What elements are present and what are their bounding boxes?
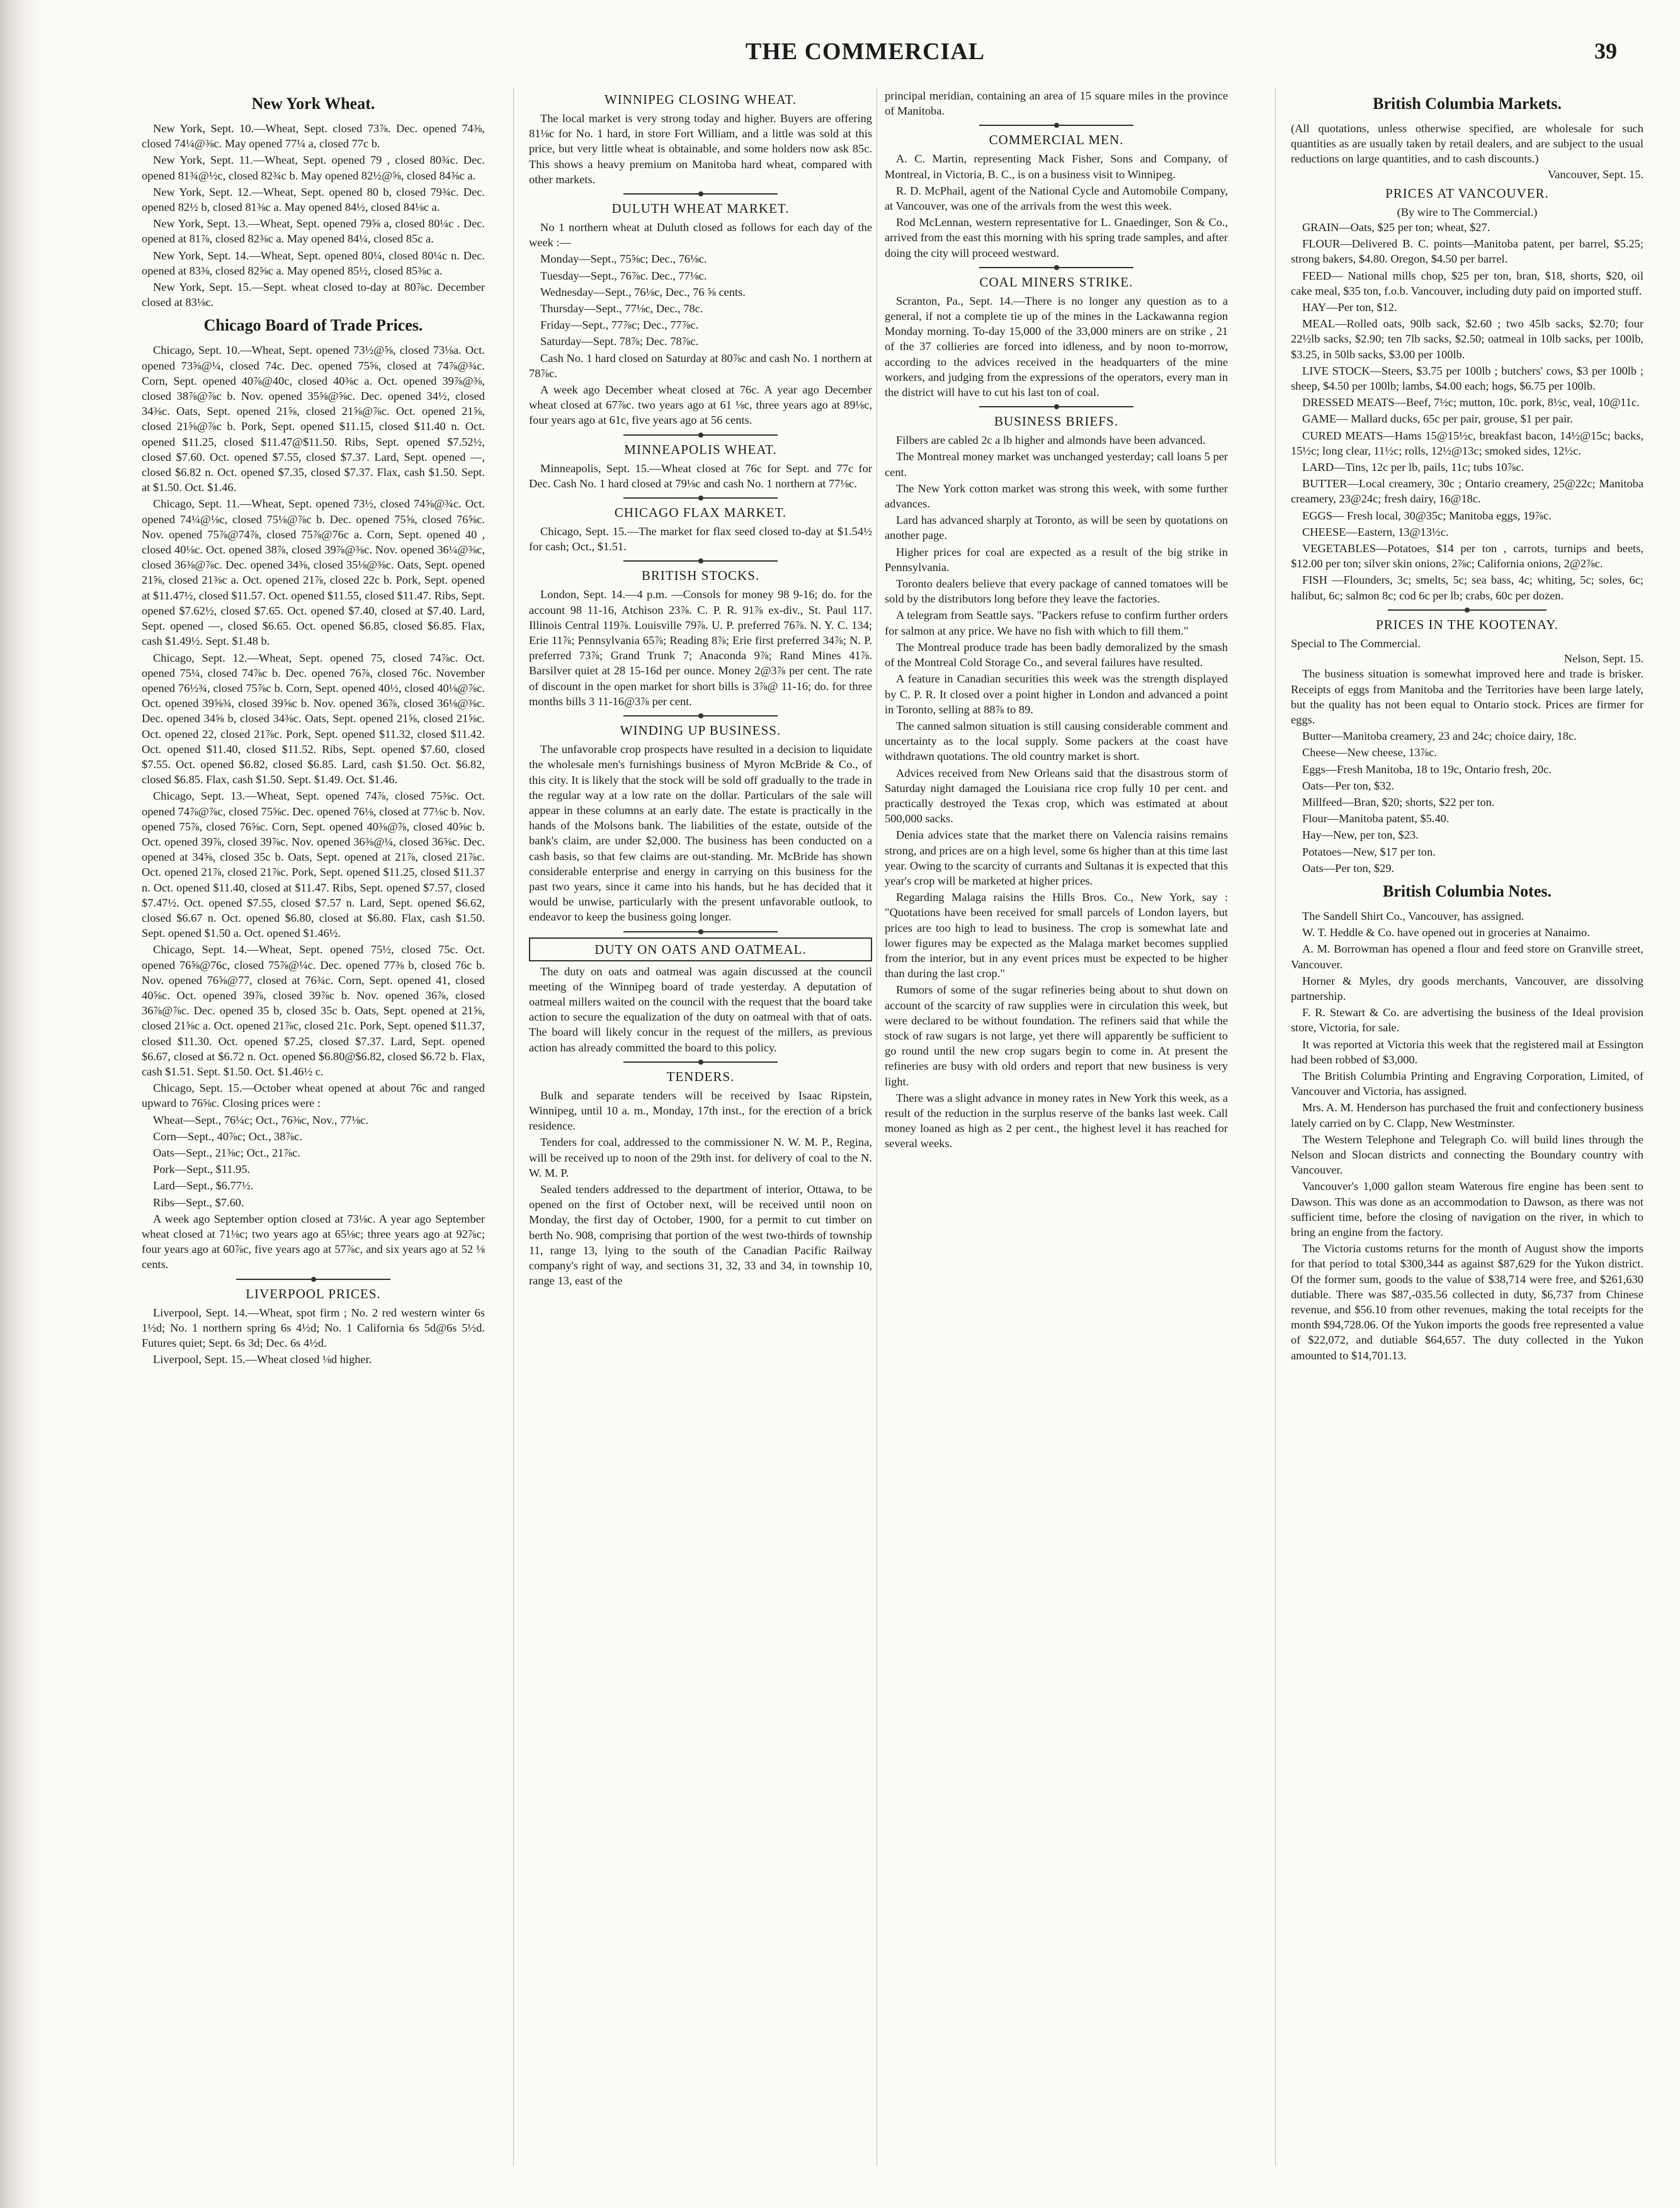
paragraph: Chicago, Sept. 15.—October wheat opened at about 76c and ranged upward to 76⅝c. Closing prices were : <box>142 1082 485 1110</box>
price-line: CURED MEATS—Hams 15@15½c, breakfast bacon, 14½@15c; backs, 15½c; long clear, 11½c; rolls, 12½@13c; smoked sides, 12½c. <box>1291 429 1643 457</box>
headline-new-york-wheat: New York Wheat. <box>251 94 375 113</box>
paragraph: Chicago, Sept. 11.—Wheat, Sept. opened 73½, closed 74⅝@¾c. Oct. opened 74¼@⅛c, closed 75⅛@⅞c b. Dec. opened 75⅝, closed 76⅝c. Nov. opened 75⅞@74⅞, closed 75⅞@76c a. Corn, Sept. opened 40 , closed 40⅛c. Oct. opened 38⅞, closed 39⅞@⅜c. Nov. opened 36¼@⅜c, closed 36⅜@⅞c. Dec. opened 34⅜, closed 35⅛@⅜c. Oats, Sept. opened 21⅝, closed 21⅜c a. Oct. opened 21⅞, closed 22c b. Pork, Sept. opened at $11.47½, closed $11.57. Oct. opened $11.55, closed $11.47. Ribs, Sept. opened $7.62½, closed $7.65. Oct. opened $7.40, closed at $7.40. Lard, Sept. opened —, closed $6.65. Oct. opened $6.85, closed $6.85. Flax, cash $1.49½. Sept. $1.48 b. <box>142 497 485 648</box>
price-line: VEGETABLES—Potatoes, $14 per ton , carrots, turnips and beets, $12.00 per ton; silver skin onions, 2⅞c; California onions, 2@2⅞c. <box>1291 542 1643 570</box>
headline-duluth-wheat-market: DULUTH WHEAT MARKET. <box>611 201 790 217</box>
paragraph: Regarding Malaga raisins the Hills Bros. Co., New York, say : "Quotations have been received for small parcels of London layers, but prices are too high to lead to business. The crop is somewhat late and lower figures may be expected as the Malaga market becomes supplied from the interior, but in any event prices must be expected to be higher than during the last crop." <box>885 891 1228 980</box>
headline-coal-miners-strike: COAL MINERS STRIKE. <box>979 274 1133 290</box>
price-line: CHEESE—Eastern, 13@13½c. <box>1302 525 1449 538</box>
paragraph: W. T. Heddle & Co. have opened out in groceries at Nanaimo. <box>1302 926 1590 939</box>
paragraph: The British Columbia Printing and Engraving Corporation, Limited, of Vancouver and Victoria, has assigned. <box>1291 1069 1643 1098</box>
price-line: MEAL—Rolled oats, 90lb sack, $2.60 ; two 45lb sacks, $2.70; four 22½lb sacks, $2.90; ten 7lb sacks, $2.50; oatmeal in 10lb sacks, per 100lb, $3.25, in 50lb sacks, $3.00 per 100lb. <box>1291 317 1643 361</box>
column-rule <box>513 88 514 2166</box>
paragraph: Cash No. 1 hard closed on Saturday at 80⅞c and cash No. 1 northern at 78⅞c. <box>529 351 872 380</box>
price-line: LIVE STOCK—Steers, $3.75 per 100lb ; butchers' cows, $3 per 100lb ; sheep, $4.50 per 100lb; lambs, $4.00 each; hogs, $6.75 per 100lb. <box>1291 364 1643 393</box>
paragraph: Filbers are cabled 2c a lb higher and almonds have been advanced. <box>896 434 1206 447</box>
paragraph: Higher prices for coal are expected as a result of the big strike in Pennsylvania. <box>885 545 1228 574</box>
price-line: Millfeed—Bran, $20; shorts, $22 per ton. <box>1302 795 1495 808</box>
headline-commercial-men: COMMERCIAL MEN. <box>989 132 1124 148</box>
price-line: Lard—Sept., $6.77½. <box>153 1179 254 1192</box>
section-separator <box>623 560 778 562</box>
dateline: Nelson, Sept. 15. <box>1564 652 1643 665</box>
price-line: Friday—Sept., 77⅞c; Dec., 77⅞c. <box>540 319 699 332</box>
headline-british-columbia-markets: British Columbia Markets. <box>1373 94 1562 113</box>
paragraph: London, Sept. 14.—4 p.m. —Consols for money 98 9-16; do. for the account 98 11-16, Atchison 23⅞. C. P. R. 91⅞ ex-div., St. Paul 117. Illinois Central 119⅞. Louisville 79⅞. U. P. preferred 76⅞. N. Y. C. 134; Erie 11⅞; Pennsylvania 65⅞; Reading 8⅞; Erie first preferred 34⅞; N. P. preferred 73⅞; Grand Trunk 7; Anaconda 9⅞; Rand Mines 41⅞. Barsilver quiet at 28 15-16d per ounce. Money 2@3⅞ per cent. The rate of discount in the open market for short bills is 3⅞@ 11-16; do. for three months bills 3 11-16@3⅞ per cent. <box>529 588 872 708</box>
paragraph: Rod McLennan, western representative for L. Gnaedinger, Son & Co., arrived from the east this morning with his spring trade samples, and after doing the city will proceed westward. <box>885 216 1228 259</box>
price-line: Oats—Per ton, $32. <box>1302 779 1395 792</box>
paragraph: A week ago September option closed at 73⅛c. A year ago September wheat closed at 71⅛c; two years ago at 65⅛c; three years ago at 92⅞c; four years ago at 60⅞c, five years ago at 57⅞c, and six years ago at 52 ⅛ cents. <box>142 1212 485 1271</box>
price-line: Pork—Sept., $11.95. <box>153 1163 251 1176</box>
price-line: GAME— Mallard ducks, 65c per pair, grouse, $1 per pair. <box>1302 412 1573 426</box>
paragraph: Chicago, Sept. 15.—The market for flax seed closed to-day at $1.54½ for cash; Oct., $1.51. <box>529 525 872 553</box>
subheading: (By wire to The Commercial.) <box>1397 205 1538 218</box>
paragraph: The Western Telephone and Telegraph Co. will build lines through the Nelson and Slocan districts and connecting the Boundary country with Vancouver. <box>1291 1133 1643 1177</box>
page-binding-edge <box>0 0 44 2208</box>
price-line: FISH —Flounders, 3c; smelts, 5c; sea bass, 4c; whiting, 5c; soles, 6c; halibut, 6c; salmon 8c; cod 6c per lb; crabs, 60c per dozen. <box>1291 574 1643 602</box>
paragraph: The business situation is somewhat improved here and trade is brisker. Receipts of eggs from Manitoba and the Territories have been large lately, but the quality has not been equal to Ontario stock. Prices are firmer for eggs. <box>1291 667 1643 726</box>
subheading: Special to The Commercial. <box>1291 637 1421 650</box>
paragraph: The local market is very strong today and higher. Buyers are offering 81⅛c for No. 1 hard, in store Fort William, and a little was sold at this price, but very little wheat is obtainable, and some holders now ask 85c. This shows a heavy premium on Manitoba hard wheat, compared with other markets. <box>529 112 872 186</box>
price-line: Cheese—New cheese, 13⅞c. <box>1302 746 1437 759</box>
column-2 <box>529 88 872 2172</box>
paragraph: Denia advices state that the market there on Valencia raisins remains strong, and prices are on a high level, some 6s higher than at this time last year. Owing to the scarcity of currants and Sultanas it is expected that this year's crop will be marketed at higher prices. <box>885 829 1228 887</box>
section-separator <box>236 1279 390 1280</box>
price-line: EGGS— Fresh local, 30@35c; Manitoba eggs, 19⅞c. <box>1302 509 1552 522</box>
paragraph: New York, Sept. 13.—Wheat, Sept. opened 79⅝ a, closed 80¼c . Dec. opened at 81⅞, closed 82⅜c a. May opened 84¼, closed 85c a. <box>142 217 485 246</box>
price-line: Wednesday—Sept., 76⅛c, Dec., 76 ⅝ cents. <box>540 285 746 298</box>
paragraph: It was reported at Victoria this week that the registered mail at Essington had been robbed of $3,000. <box>1291 1038 1643 1066</box>
paragraph: A. C. Martin, representing Mack Fisher, Sons and Company, of Montreal, in Victoria, B. C., is on a business visit to Winnipeg. <box>885 152 1228 181</box>
paragraph-continued: principal meridian, containing an area of 15 square miles in the province of Manitoba. <box>885 89 1228 118</box>
price-line: HAY—Per ton, $12. <box>1302 301 1397 314</box>
price-line: Oats—Per ton, $29. <box>1302 861 1395 875</box>
price-line: GRAIN—Oats, $25 per ton; wheat, $27. <box>1302 221 1490 234</box>
paragraph: Liverpool, Sept. 14.—Wheat, spot firm ; No. 2 red western winter 6s 1½d; No. 1 northern spring 6s 4½d; No. 1 California 6s 5d@6s 5½d. Futures quiet; Sept. 6s 3d; Dec. 6s 4½d. <box>142 1306 485 1350</box>
column-4 <box>1291 88 1643 2172</box>
paragraph: Tenders for coal, addressed to the commissioner N. W. M. P., Regina, will be received up to noon of the 29th inst. for delivery of coal to the N. W. M. P. <box>529 1136 872 1179</box>
price-line: Tuesday—Sept., 76⅞c. Dec., 77⅛c. <box>540 269 707 282</box>
headline-chicago-board-of-trade: Chicago Board of Trade Prices. <box>203 316 423 335</box>
section-separator <box>623 434 778 436</box>
paragraph: A. M. Borrowman has opened a flour and feed store on Granville street, Vancouver. <box>1291 943 1643 971</box>
page-number: 39 <box>1594 38 1617 64</box>
price-line: FLOUR—Delivered B. C. points—Manitoba patent, per barrel, $5.25; strong bakers, $4.80. Oregon, $4.50 per barrel. <box>1291 237 1643 266</box>
headline-british-columbia-notes: British Columbia Notes. <box>1383 881 1552 900</box>
headline-tenders: TENDERS. <box>666 1068 735 1084</box>
section-separator <box>623 931 778 932</box>
price-line: Eggs—Fresh Manitoba, 18 to 19c, Ontario fresh, 20c. <box>1302 762 1552 776</box>
paragraph: A week ago December wheat closed at 76c. A year ago December wheat closed at 67⅞c. two years ago at 61 ⅛c, three years ago at 89⅛c, four years ago at 61c, five years ago at 56 cents. <box>529 383 872 427</box>
price-line: BUTTER—Local creamery, 30c ; Ontario creamery, 25@22c; Manitoba creamery, 23@24c; fresh dairy, 16@18c. <box>1291 477 1643 506</box>
headline-duty-on-oats: DUTY ON OATS AND OATMEAL. <box>529 937 872 961</box>
paragraph: R. D. McPhail, agent of the National Cycle and Automobile Company, at Vancouver, was one of the arrivals from the west this week. <box>885 184 1228 213</box>
paragraph: Chicago, Sept. 12.—Wheat, Sept. opened 75, closed 74⅞c. Oct. opened 75¼, closed 74⅞c b. Dec. opened 76⅞, closed 76c. November opened 76½¾, closed 75⅞c b. Corn, Sept. opened 40½, closed 40⅛@⅞c. Oct. opened 39⅝¾, closed 39⅝c b. Nov. opened 36⅞, closed 36⅛@⅜c. Dec. opened 34⅝ b, closed 34⅜c. Oats, Sept. opened 21⅝, closed 21⅝c. Oct. opened 22, closed 21⅞c. Pork, Sept. opened $11.32, closed $11.42. Oct. opened $11.40, closed $11.52. Ribs, Sept. opened $7.60, closed $7.55. Oct. opened $6.82, closed $6.85. Lard, cash $1.50. Oct. $6.82, closed $6.85. Flax, cash $1.50. Sept. $1.49. Oct. $1.46. <box>142 651 485 786</box>
paragraph: Vancouver's 1,000 gallon steam Waterous fire engine has been sent to Dawson. This was done as an accommodation to Dawson, as there was not sufficient time, before the closing of navigation on the river, in which to bring an engine from the factory. <box>1291 1180 1643 1238</box>
paragraph: The Victoria customs returns for the month of August show the imports for that period to total $300,344 as against $87,629 for the Yukon district. Of the former sum, goods to the value of $38,714 were free, and $261,630 dutiable. There was $87,-035.56 collected in duty, $6,737 from Chinese revenue, and $56.10 from other revenues, making the total receipts for the month $94,728.06. Of the Yukon imports the goods free represented a value of $22,072, and dutiable $64,657. The duty collected in the Yukon amounted to $14,701.13. <box>1291 1242 1643 1362</box>
headline-prices-in-the-kootenay: PRICES IN THE KOOTENAY. <box>1376 616 1558 632</box>
price-line: Butter—Manitoba creamery, 23 and 24c; choice dairy, 18c. <box>1302 730 1577 743</box>
paragraph: Lard has advanced sharply at Toronto, as will be seen by quotations on another page. <box>885 514 1228 542</box>
headline-winding-up-business: WINDING UP BUSINESS. <box>620 723 781 739</box>
paragraph: Chicago, Sept. 13.—Wheat, Sept. opened 74⅞, closed 75⅜c. Oct. opened 74⅞@⅞c, closed 75⅝c. Dec. opened 76⅛, closed at 77⅛c b. Nov. opened 75⅞, closed 76⅝c. Corn, Sept. opened 40⅜@⅞, closed 40⅝c b. Oct. opened 39⅞, closed 39⅞c. Nov. opened 36⅜@¼, closed 36⅝c. Dec. opened at 34⅝, closed 35c b. Oats, Sept. opened at 21⅞, closed 21⅞c. Oct. opened 21⅞, closed 21⅞c. Pork, Sept. opened $11.25, closed $11.37 n. Oct. opened $11.40, closed at $11.47. Ribs, Sept. opened $7.57, closed $7.47½. Oct. opened $7.55, closed $7.57 n. Lard, Sept. opened $6.62, closed $6.67 n. Oct. opened $6.80, closed at $6.80. Flax, cash $1.50. Sept. opened $1.50 a. Oct. opened $1.46½. <box>142 790 485 940</box>
paragraph: New York, Sept. 12.—Wheat, Sept. opened 80 b, closed 79¾c. Dec. opened 82½ b, closed 81⅜c a. May opened 84½, closed 84⅛c a. <box>142 185 485 214</box>
headline-minneapolis-wheat: MINNEAPOLIS WHEAT. <box>624 441 777 457</box>
paragraph: F. R. Stewart & Co. are advertising the business of the Ideal provision store, Victoria, for sale. <box>1291 1006 1643 1034</box>
paragraph: Advices received from New Orleans said that the disastrous storm of Saturday night damaged the Louisiana rice crop fully 10 per cent. and practically destroyed the Texas crop, which was estimated at about 500,000 sacks. <box>885 766 1228 825</box>
section-separator <box>979 267 1133 268</box>
paragraph: Liverpool, Sept. 15.—Wheat closed ⅛d higher. <box>153 1353 372 1366</box>
paragraph: No 1 northern wheat at Duluth closed as follows for each day of the week :— <box>529 221 872 249</box>
paragraph: The Montreal money market was unchanged yesterday; call loans 5 per cent. <box>885 450 1228 478</box>
paragraph: Sealed tenders addressed to the department of interior, Ottawa, to be opened on the first of October next, will be received until noon on Monday, the first day of October, 1900, for a permit to cut timber on berth No. 908, comprising that portion of the west two-thirds of township 11, range 13, lying to the south of the Canadian Pacific Railway company's right of way, and sections 31, 32, 33 and 34, in township 10, range 13, east of the <box>529 1182 872 1288</box>
dateline: Vancouver, Sept. 15. <box>1548 167 1643 181</box>
paragraph: The Montreal produce trade has been badly demoralized by the smash of the Montreal Cold Storage Co., and several failures have resulted. <box>885 640 1228 669</box>
headline-prices-at-vancouver: PRICES AT VANCOUVER. <box>1385 185 1549 201</box>
section-separator <box>979 125 1133 126</box>
paragraph: The Sandell Shirt Co., Vancouver, has assigned. <box>1302 909 1524 922</box>
headline-liverpool-prices: LIVERPOOL PRICES. <box>246 1286 381 1301</box>
column-3 <box>885 88 1228 2172</box>
paragraph: Minneapolis, Sept. 15.—Wheat closed at 76c for Sept. and 77c for Dec. Cash No. 1 hard closed at 79⅛c and cash No. 1 northern at 77⅛c. <box>529 461 872 490</box>
section-separator <box>979 406 1133 407</box>
headline-british-stocks: BRITISH STOCKS. <box>641 568 760 584</box>
price-line: Potatoes—New, $17 per ton. <box>1302 845 1436 858</box>
price-line: Corn—Sept., 40⅞c; Oct., 38⅞c. <box>153 1129 303 1143</box>
price-line: Thursday—Sept., 77⅛c, Dec., 78c. <box>540 302 703 315</box>
paragraph: New York, Sept. 11.—Wheat, Sept. opened 79 , closed 80¾c. Dec. opened 81¾@½c, closed 82¾c b. May opened 82½@⅝, closed 84⅜c a. <box>142 154 485 182</box>
paragraph: The duty on oats and oatmeal was again discussed at the council meeting of the Winnipeg board of trade yesterday. A deputation of oatmeal millers waited on the council with the request that the board take action to secure the equalization of the duty on oatmeal with that of oats. The board will likely concur in the request of the millers, as previous action has already committed the board to this policy. <box>529 965 872 1054</box>
price-line: Hay—New, per ton, $23. <box>1302 829 1419 842</box>
price-line: Oats—Sept., 21⅜c; Oct., 21⅞c. <box>153 1146 300 1159</box>
paragraph: Horner & Myles, dry goods merchants, Vancouver, are dissolving partnership. <box>1291 974 1643 1002</box>
headline-chicago-flax-market: CHICAGO FLAX MARKET. <box>614 505 787 521</box>
price-line: LARD—Tins, 12c per lb, pails, 11c; tubs 10⅞c. <box>1302 461 1524 474</box>
paragraph: There was a slight advance in money rates in New York this week, as a result of the reduction in the surplus reserve of the banks last week. Call money loaned as high as 2 per cent., the highest level it has reached for several weeks. <box>885 1091 1228 1150</box>
paragraph: Chicago, Sept. 14.—Wheat, Sept. opened 75½, closed 75c. Oct. opened 76⅝@76c, closed 75⅞@¼c. Dec. opened 77⅜ b, closed 76c b. Nov. opened 76⅝@77, closed at 76¾c. Corn, Sept. opened 41, closed 40⅝c. Oct. opened 39⅞, closed 39⅞c b. Nov. opened 36⅞, closed 36⅞@⅞c. Dec. opened 35 b, closed 35c b. Oats, Sept. opened at 21⅝, closed 21⅝c a. Oct. opened 21⅞c, closed 21c. Pork, Sept. opened $11.37, closed $11.30. Oct. opened $7.25, closed $7.37. Lard, Sept. opened $6.67, closed at $6.72 n. Oct. opened $6.80@$6.82, closed $6.72 b. Flax, cash $1.51. Sept. $1.50. Oct. $1.46½ c. <box>142 943 485 1078</box>
headline-winnipeg-closing-wheat: WINNIPEG CLOSING WHEAT. <box>604 92 797 107</box>
price-line: Ribs—Sept., $7.60. <box>153 1196 244 1209</box>
quotation-note: (All quotations, unless otherwise specified, are wholesale for such quantities as are usually taken by retail dealers, and are subject to the usual reductions on large quantities, and to cash discounts.) <box>1291 122 1643 166</box>
headline-business-briefs: BUSINESS BRIEFS. <box>994 414 1118 429</box>
masthead-title: THE COMMERCIAL <box>745 38 985 65</box>
paragraph: Bulk and separate tenders will be received by Isaac Ripstein, Winnipeg, until 10 a. m., Monday, 17th inst., for the erection of a brick residence. <box>529 1089 872 1133</box>
paragraph: Mrs. A. M. Henderson has purchased the fruit and confectionery business lately carried on by C. Clapp, New Westminster. <box>1291 1101 1643 1129</box>
paragraph: New York, Sept. 10.—Wheat, Sept. closed 73⅞. Dec. opened 74⅜, closed 74¼@⅜c. May opened 77¼ a, closed 77c b. <box>142 122 485 150</box>
paragraph: The New York cotton market was strong this week, with some further advances. <box>885 482 1228 511</box>
paragraph: A feature in Canadian securities this week was the strength displayed by C. P. R. It closed over a point higher in London and advanced a point in Toronto, selling at 88⅞ to 89. <box>885 672 1228 716</box>
paragraph: The canned salmon situation is still causing considerable comment and uncertainty as to the local supply. Some packers at the coast have withdrawn quotations. The old country market is short. <box>885 719 1228 763</box>
section-separator <box>1388 609 1547 611</box>
paragraph: New York, Sept. 14.—Wheat, Sept. opened 80¼, closed 80¼c n. Dec. opened at 83⅜, closed 82⅝c a. May opened 85½, closed 85⅜c a. <box>142 249 485 277</box>
paragraph: Scranton, Pa., Sept. 14.—There is no longer any question as to a general, if not a complete tie up of the mines in the Lackawanna region Monday morning. To-day 15,000 of the 33,000 miners are on strike , 21 of the 37 collieries are forced into idleness, and by noon to-morrow, according to the advices received in the headquarters of the mine workers, and judging from the expressions of the operators, every man in the district will have to cut his last ton of coal. <box>885 294 1228 399</box>
price-line: Flour—Manitoba patent, $5.40. <box>1302 812 1450 825</box>
paragraph: New York, Sept. 15.—Sept. wheat closed to-day at 80⅞c. December closed at 83⅛c. <box>142 281 485 309</box>
section-separator <box>623 193 778 195</box>
paragraph: Chicago, Sept. 10.—Wheat, Sept. opened 73½@⅝, closed 73⅛a. Oct. opened 73⅝@¼, closed 74c. Dec. opened 75⅝, closed at 74⅞@¾c. Corn, Sept. opened 40⅞@40c, closed 40⅜c a. Oct. opened 39⅞@⅜, closed 38⅞@⅞c b. Nov. opened 35⅝@⅝c. Dec. opened 34½, closed 34⅜c. Oats, Sept. opened 21⅝, closed 21⅝@⅞c. Oct. opened 21⅝, closed 21⅝@⅞c b. Pork, Sept. opened $11.15, closed $11.40 n. Oct. opened $11.25, closed $11.47@$11.50. Ribs, Sept. opened $7.52½, closed $7.60. Oct. opened $7.55, closed $7.37. Lard, Sept. opened —, closed $6.82 n. Oct. opened $7.35, closed $7.37. Flax, cash $1.50. Sept. at $1.50. Oct. $1.46. <box>142 344 485 494</box>
section-separator <box>623 1062 778 1063</box>
price-line: Saturday—Sept. 78⅞; Dec. 78⅞c. <box>540 335 699 348</box>
price-line: Monday—Sept., 75⅝c; Dec., 76⅛c. <box>540 252 707 266</box>
paragraph: The unfavorable crop prospects have resulted in a decision to liquidate the wholesale men's furnishings business of Myron McBride & Co., of this city. It is likely that the stock will be sold off gradually to the trade in the regular way at a low rate on the dollar. Particulars of the sale will appear in these columns at an early date. The estate is practically in the hands of the Molsons bank. The liabilities of the estate, outside of the bank's claim, are under $2,000. The business has been conducted on a cash basis, so that few claims are out-standing. Mr. McBride has shown considerable enterprise and energy in carrying on this business for the past two years, since it came into his hands, but he has decided that it would be unwise, particularly with the present unfavorable outlook, to endeavor to keep the business going longer. <box>529 743 872 924</box>
column-1 <box>142 88 485 2172</box>
paragraph: Rumors of some of the sugar refineries being about to shut down on account of the scarcity of raw supplies were in circulation this week, but were declared to be without foundation. The refiners said that while the stock of raw sugars is not large, yet there will apparently be sufficient to go round until the new crop sugars begin to come in. At present the refineries are busy with old orders and report that new business is very light. <box>885 983 1228 1088</box>
page-header <box>76 38 1655 76</box>
price-line: Wheat—Sept., 76¼c; Oct., 76⅜c, Nov., 77⅛c. <box>153 1113 369 1126</box>
paragraph: Toronto dealers believe that every package of canned tomatoes will be sold by the distributors long before they leave the factories. <box>885 577 1228 606</box>
price-line: DRESSED MEATS—Beef, 7½c; mutton, 10c. pork, 8½c, veal, 10@11c. <box>1302 396 1640 409</box>
price-line: FEED— National mills chop, $25 per ton, bran, $18, shorts, $20, oil cake meal, $35 ton, f.o.b. Vancouver, including duty paid on imported stuff. <box>1291 269 1643 297</box>
paragraph: A telegram from Seattle says. "Packers refuse to confirm further orders for salmon at any price. We have no fish with which to fill them." <box>885 609 1228 637</box>
section-separator <box>623 497 778 499</box>
column-rule <box>1275 88 1276 2166</box>
section-separator <box>623 715 778 716</box>
